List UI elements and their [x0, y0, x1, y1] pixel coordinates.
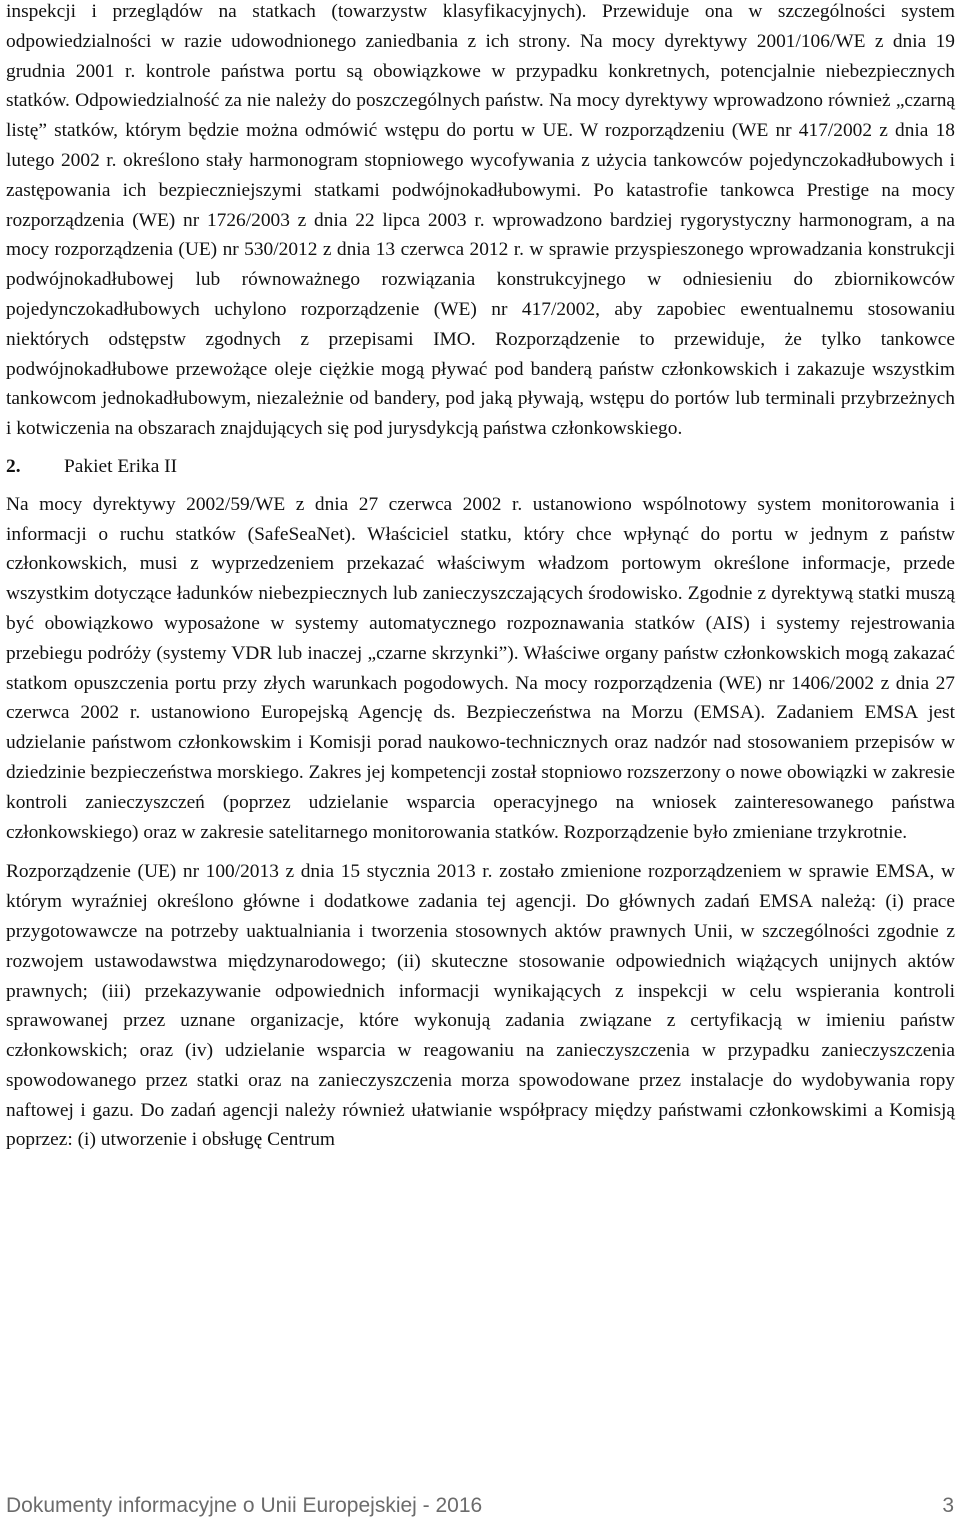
paragraph-3: Rozporządzenie (UE) nr 100/2013 z dnia 15 stycznia 2013 r. zostało zmienione rozporządzeniem w sprawie EMSA, w którym wyraźniej określono główne i dodatkowe zadania tej agencji. Do głównych zadań EMSA należą: (i) prace przygotowawcze na potrzeby uaktualniania i tworzenia stosownych aktów prawnych Unii, w szczególności zgodnie z rozwojem ustawodawstwa międzynarodowego; (ii) skuteczne stosowanie odpowiednich wiążących unijnych aktów prawnych; (iii) przekazywanie odpowiednich informacji wynikających z inspekcji w celu wspierania kontroli sprawowanej przez uznane organizacje, które wykonują zadania związane z certyfikacją w imieniu państw członkowskich; oraz (iv) udzielanie wsparcia w reagowaniu na zanieczyszczenia w przypadku zanieczyszczenia spowodowanego przez statki oraz na zanieczyszczenia morza spowodowane przez instalacje do wydobywania ropy naftowej i gazu. Do zadań agencji należy również ułatwianie współpracy między państwami członkowskimi a Komisją poprzez: (i) utworzenie i obsługę Centrum	[6, 861, 955, 1151]
document-body	[6, 0, 955, 1155]
page-footer	[6, 1494, 954, 1524]
section-number: 2.	[6, 455, 21, 477]
paragraph-2: Na mocy dyrektywy 2002/59/WE z dnia 27 czerwca 2002 r. ustanowiono wspólnotowy system monitorowania i informacji o ruchu statków (SafeSeaNet). Właściciel statku, który chce wpłynąć do portu w jednym z państw członkowskich, musi z wyprzedzeniem przekazać właściwym władzom portowym określone informacje, przede wszystkim dotyczące ładunków niebezpiecznych lub zanieczyszczających środowisko. Zgodnie z dyrektywą statki muszą być obowiązkowo wyposażone w systemy automatycznego rozpoznawania statków (AIS) i systemy rejestrowania przebiegu podróży (systemy VDR lub inaczej „czarne skrzynki”). Właściwe organy państw członkowskich mogą zakazać statkom opuszczenia portu przy złych warunkach pogodowych. Na mocy rozporządzenia (WE) nr 1406/2002 z dnia 27 czerwca 2002 r. ustanowiono Europejską Agencję ds. Bezpieczeństwa na Morzu (EMSA). Zadaniem EMSA jest udzielanie państwom członkowskim i Komisji porad naukowo-technicznych oraz nadzór nad stosowaniem przepisów w dziedzinie bezpieczeństwa morskiego. Zakres jej kompetencji został stopniowo rozszerzony o nowe obowiązki w zakresie kontroli zanieczyszczeń (poprzez udzielanie wsparcia operacyjnego na wniosek zainteresowanego państwa członkowskiego) oraz w zakresie satelitarnego monitorowania statków. Rozporządzenie było zmieniane trzykrotnie.	[6, 493, 955, 843]
footer-title: Dokumenty informacyjne o Unii Europejskiej - 2016	[6, 1494, 483, 1517]
paragraph-1: inspekcji i przeglądów na statkach (towarzystw klasyfikacyjnych). Przewiduje ona w szczególności system odpowiedzialności w razie udowodnionego zaniedbania z ich strony. Na mocy dyrektywy 2001/106/WE z dnia 19 grudnia 2001 r. kontrole państwa portu są obowiązkowe w przypadku konkretnych, potencjalnie niebezpiecznych statków. Odpowiedzialność za nie należy do poszczególnych państw. Na mocy dyrektywy wprowadzono również „czarną listę” statków, którym będzie można odmówić wstępu do portu w UE. W rozporządzeniu (WE nr 417/2002 z dnia 18 lutego 2002 r. określono stały harmonogram stopniowego wycofywania z użycia tankowców pojedynczokadłubowych i zastępowania ich bezpieczniejszymi statkami podwójnokadłubowymi. Po katastrofie tankowca Prestige na mocy rozporządzenia (WE) nr 1726/2003 z dnia 22 lipca 2003 r. wprowadzono bardziej rygorystyczny harmonogram, a na mocy rozporządzenia (UE) nr 530/2012 z dnia 13 czerwca 2012 r. w sprawie przyspieszonego wprowadzania konstrukcji podwójnokadłubowej lub równoważnego rozwiązania konstrukcyjnego w odniesieniu do zbiornikowców pojedynczokadłubowych uchylono rozporządzenie (WE) nr 417/2002, aby zapobiec ewentualnemu stosowaniu niektórych odstępstw zgodnych z przepisami IMO. Rozporządzenie to przewiduje, że tylko tankowce podwójnokadłubowe przewożące oleje ciężkie mogą pływać pod banderą państw członkowskich i zakazuje wszystkim tankowcom jednokadłubowym, niezależnie od bandery, pod jaką pływają, wstępu do portów lub terminali przybrzeżnych i kotwiczenia na obszarach znajdujących się pod jurysdykcją państwa członkowskiego.	[6, 1, 955, 440]
page-number: 3	[942, 1494, 954, 1517]
section-title: Pakiet Erika II	[64, 455, 178, 477]
section-heading	[6, 452, 955, 482]
